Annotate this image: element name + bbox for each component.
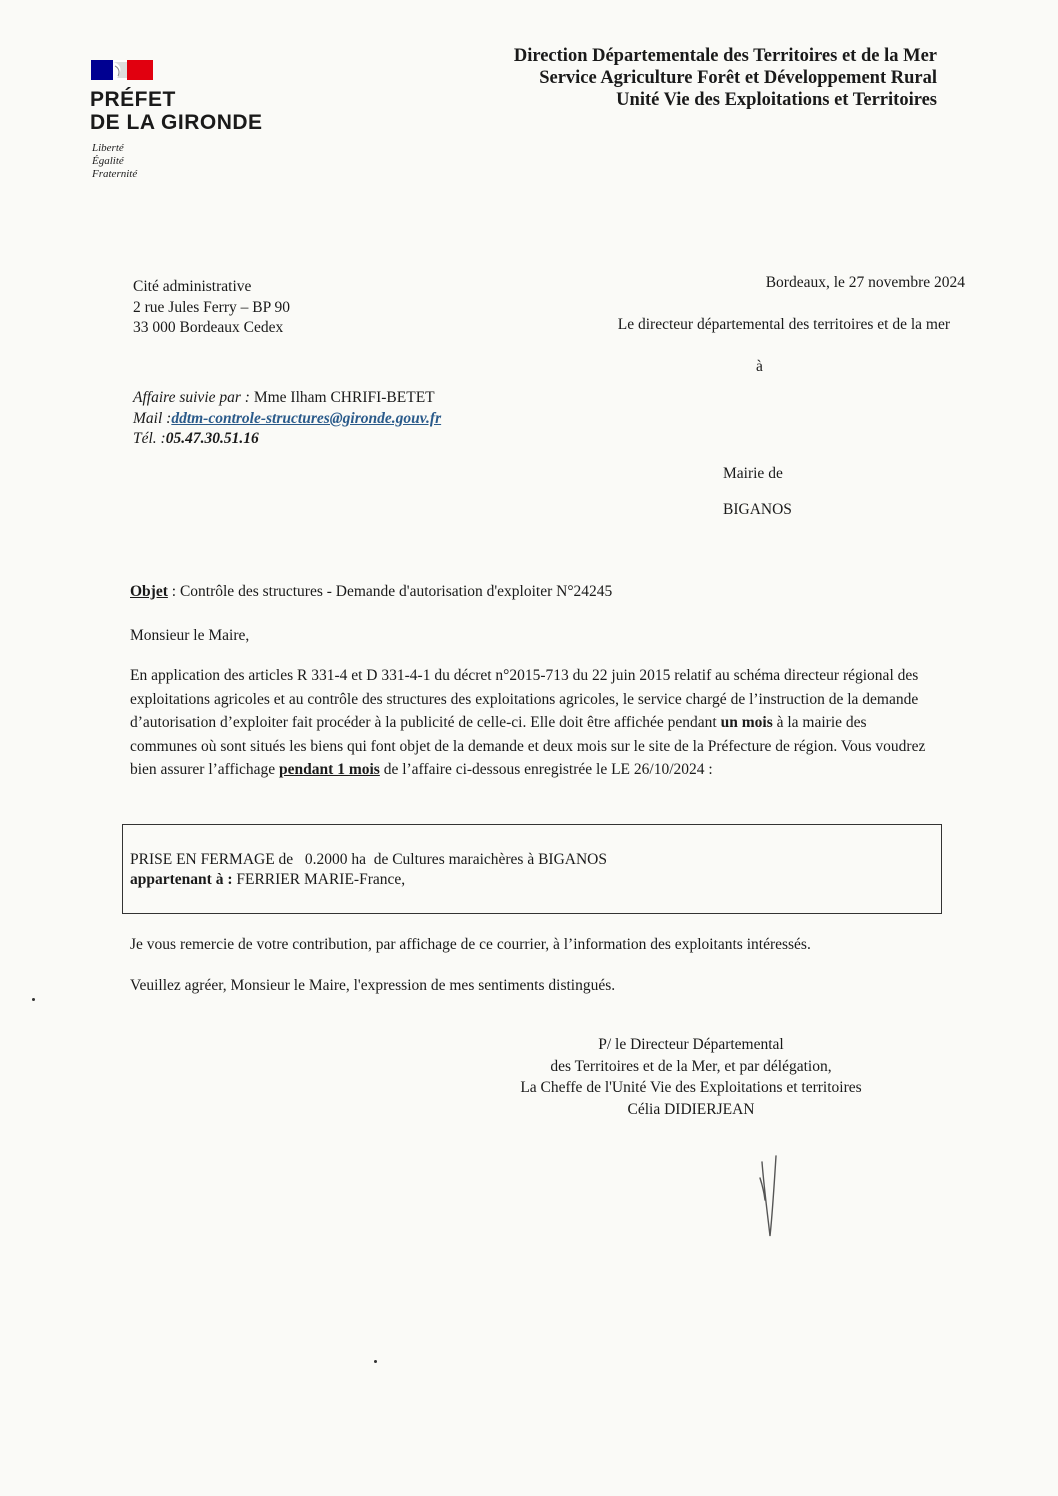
marianne-logo-icon <box>91 60 153 80</box>
mail-line <box>133 409 441 430</box>
sender-title: Le directeur départemental des territoires et de la mer <box>617 316 950 333</box>
signature-line-2: des Territoires et de la Mer, et par délégation, <box>550 1057 832 1075</box>
recipient-block <box>723 456 792 528</box>
address-line-2: 2 rue Jules Ferry – BP 90 <box>133 298 290 316</box>
signature-line-3: La Cheffe de l'Unité Vie des Exploitations et territoires <box>520 1079 862 1096</box>
motto-egalite: Égalité <box>92 155 124 167</box>
box-owner-value: FERRIER MARIE-France, <box>232 871 406 888</box>
contact-block <box>133 388 441 450</box>
motto-liberte: Liberté <box>92 142 124 154</box>
motto-fraternite: Fraternité <box>92 168 138 180</box>
affaire-label: Affaire suivie par : <box>133 389 250 406</box>
body-text-1: En application des articles R 331-4 et D 331-4-1 du décret n°2015-713 du 22 juin 2015 relatif au schéma directeur régional des exploitations agricoles et au contrôle des structures des exploitations agricoles, le service chargé de l’instruction de la demande d’autorisation d’exploiter fait procéder à la publicité de celle-ci. Elle doit être affichée pendant <box>130 667 919 731</box>
header-line-1: Direction Départementale des Territoires et de la Mer <box>513 46 937 66</box>
tel-label: Tél. : <box>133 430 166 447</box>
subject-text: : Contrôle des structures - Demande d'autorisation d'exploiter N°24245 <box>167 583 613 600</box>
signature-line-4: Célia DIDIERJEAN <box>627 1100 755 1118</box>
republic-motto <box>92 142 137 181</box>
box-line-1: PRISE EN FERMAGE de 0.2000 ha de Cultures maraichères à BIGANOS <box>130 851 607 868</box>
tel-value: 05.47.30.51.16 <box>165 430 259 447</box>
mail-link[interactable]: ddtm-controle-structures@gironde.gouv.fr <box>171 409 442 427</box>
thanks-paragraph: Je vous remercie de votre contribution, par affichage de ce courrier, à l’information des exploitants intéressés. <box>130 936 811 953</box>
body-text-2: à la mairie des communes où sont situés les biens qui font objet de la demande et deux mois sur le site de la Préfecture de région. Vous voudrez bien assurer l’affichage <box>130 714 926 778</box>
signature-line-1: P/ le Directeur Départemental <box>598 1036 784 1053</box>
body-text-3: de l’affaire ci-dessous enregistrée le LE 26/10/2024 : <box>379 761 713 778</box>
signature-block <box>491 1034 891 1120</box>
recipient-line-1: Mairie de <box>723 465 783 482</box>
address-line-3: 33 000 Bordeaux Cedex <box>133 319 284 336</box>
header-line-3: Unité Vie des Exploitations et Territoires <box>616 90 937 110</box>
affaire-box-text <box>130 850 607 890</box>
handwritten-signature-icon <box>748 1148 794 1244</box>
sender-address <box>133 277 290 339</box>
scan-speck <box>32 998 35 1001</box>
to-marker: à <box>756 358 763 375</box>
recipient-line-2: BIGANOS <box>723 501 792 518</box>
prefet-title-line1: PRÉFET <box>90 88 176 111</box>
header-line-2: Service Agriculture Forêt et Développement Rural <box>539 68 937 88</box>
tel-line <box>133 429 441 450</box>
mail-label: Mail : <box>133 409 172 427</box>
body-paragraph <box>130 664 930 782</box>
letter-date: Bordeaux, le 27 novembre 2024 <box>765 274 965 291</box>
prefet-title-line2: DE LA GIRONDE <box>90 111 263 134</box>
address-line-1: Cité administrative <box>133 278 252 295</box>
affaire-value: Mme Ilham CHRIFI-BETET <box>249 389 435 406</box>
body-bold-2: pendant 1 mois <box>279 761 380 778</box>
affaire-line <box>133 388 441 409</box>
closing-formula: Veuillez agréer, Monsieur le Maire, l'expression de mes sentiments distingués. <box>130 977 616 994</box>
box-line-2 <box>130 870 607 890</box>
salutation: Monsieur le Maire, <box>130 627 250 644</box>
box-owner-label: appartenant à : <box>130 871 233 888</box>
subject-label: Objet <box>130 583 168 600</box>
department-header <box>514 45 937 111</box>
subject-line <box>130 582 612 603</box>
prefet-title <box>90 88 263 134</box>
scan-speck <box>374 1360 377 1363</box>
body-bold-1: un mois <box>720 714 773 731</box>
